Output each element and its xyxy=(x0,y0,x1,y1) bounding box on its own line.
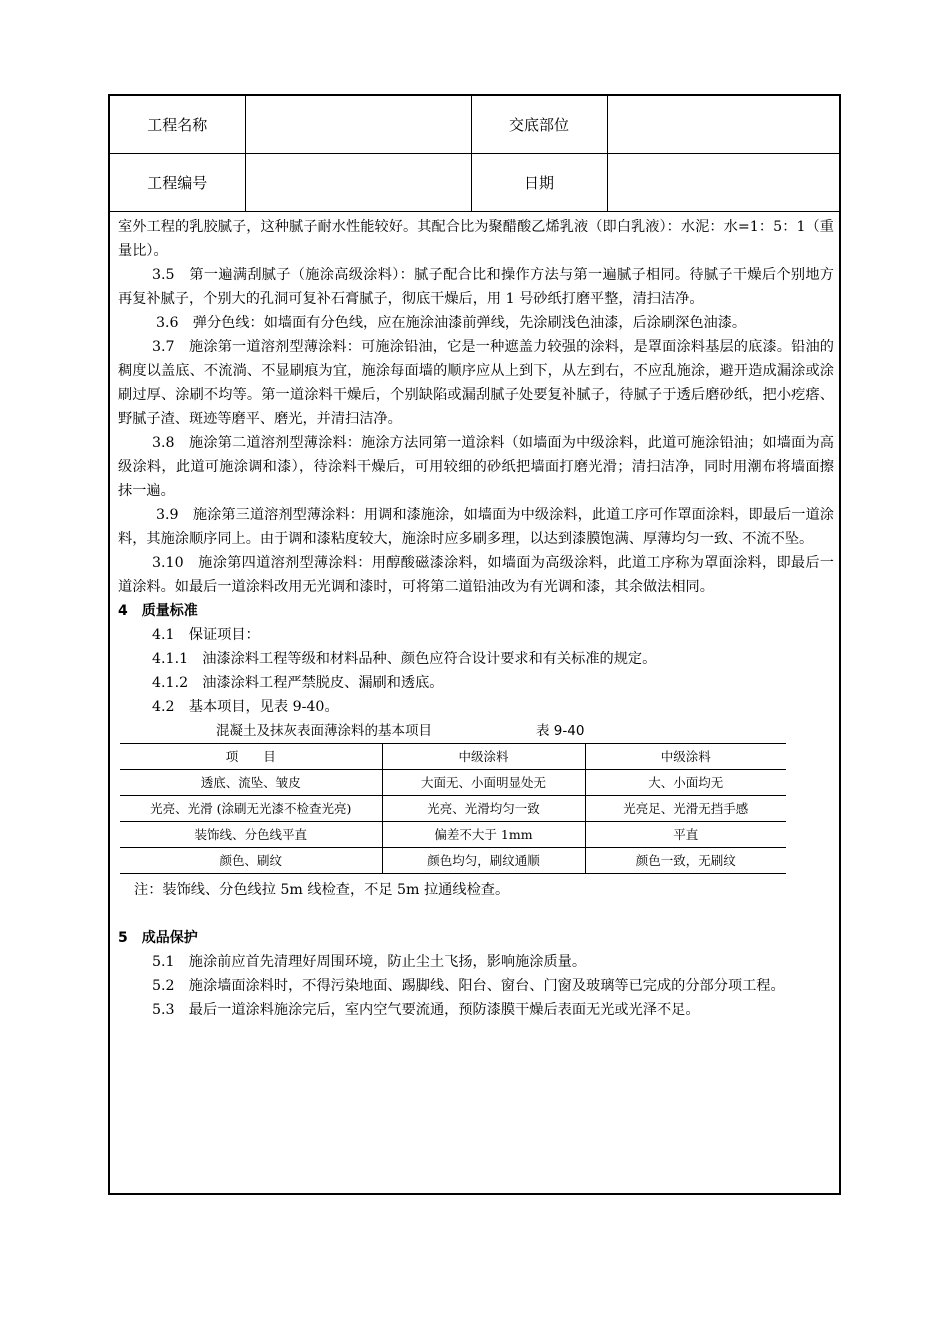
table-caption xyxy=(118,719,834,743)
table-number: 表 9-40 xyxy=(536,723,585,739)
table-cell: 颜色一致，无刷纹 xyxy=(585,848,786,874)
paragraph-4-1: 4.1 保证项目： xyxy=(152,627,260,643)
table-header-cell: 中级涂料 xyxy=(382,744,585,770)
table-header-row xyxy=(120,744,786,770)
date-label: 日期 xyxy=(471,154,607,212)
table-note: 注：装饰线、分色线拉 5m 线检查，不足 5m 拉通线检查。 xyxy=(134,882,510,898)
table-cell: 大面无、小面明显处无 xyxy=(382,770,585,796)
section-4-heading: 4 质量标准 xyxy=(118,603,198,619)
project-name-label: 工程名称 xyxy=(110,96,245,154)
paragraph-4-2: 4.2 基本项目，见表 9-40。 xyxy=(152,699,339,715)
handover-part-label: 交底部位 xyxy=(471,96,607,154)
table-row xyxy=(120,770,786,796)
table-cell: 偏差不大于 1mm xyxy=(382,822,585,848)
table-cell: 光亮、光滑均匀一致 xyxy=(382,796,585,822)
paragraph-5-1: 5.1 施涂前应首先清理好周围环境，防止尘土飞扬，影响施涂质量。 xyxy=(152,954,587,970)
paragraph-4-1-2: 4.1.2 油漆涂料工程严禁脱皮、漏刷和透底。 xyxy=(152,675,444,691)
table-row xyxy=(120,848,786,874)
project-no-label: 工程编号 xyxy=(110,154,245,212)
paragraph-3-10: 3.10 施涂第四道溶剂型薄涂料：用醇酸磁漆涂料，如墙面为高级涂料，此道工序称为罩面涂料，即最后一道涂料。如最后一道涂料改用无光调和漆时，可将第二道铅油改为有光调和漆，其余做法相同。 xyxy=(118,555,834,595)
table-cell: 透底、流坠、皱皮 xyxy=(120,770,382,796)
table-title: 混凝土及抹灰表面薄涂料的基本项目 xyxy=(216,723,432,739)
table-cell: 光亮、光滑 (涂刷无光漆不检查光亮) xyxy=(120,796,382,822)
table-cell: 颜色、刷纹 xyxy=(120,848,382,874)
project-no-value xyxy=(245,154,471,212)
date-value xyxy=(607,154,839,212)
paragraph-3-9: 3.9 施涂第三道溶剂型薄涂料：用调和漆施涂，如墙面为中级涂料，此道工序可作罩面涂料，即最后一道涂料，其施涂顺序同上。由于调和漆粘度较大，施涂时应多刷多理，以达到漆膜饱满、厚薄均匀一致、不流不坠。 xyxy=(118,507,834,547)
paragraph-3-7: 3.7 施涂第一道溶剂型薄涂料：可施涂铅油，它是一种遮盖力较强的涂料，是罩面涂料基层的底漆。铅油的稠度以盖底、不流淌、不显刷痕为宜，施涂每面墙的顺序应从上到下，从左到右，不应乱施涂，避开造成漏涂或涂刷过厚、涂刷不均等。第一道涂料干燥后，个别缺陷或漏刮腻子处要复补腻子，待腻子于透后磨砂纸，把小疙瘩、野腻子渣、斑迹等磨平、磨光，并清扫洁净。 xyxy=(118,339,834,427)
paragraph-5-2: 5.2 施涂墙面涂料时，不得污染地面、踢脚线、阳台、窗台、门窗及玻璃等已完成的分部分项工程。 xyxy=(152,978,785,994)
paragraph-5-3: 5.3 最后一道涂料施涂完后，室内空气要流通，预防漆膜干燥后表面无光或光泽不足。 xyxy=(152,1002,700,1018)
table-cell: 光亮足、光滑无挡手感 xyxy=(585,796,786,822)
header-table xyxy=(110,96,839,212)
table-header-cell: 中级涂料 xyxy=(585,744,786,770)
basic-items-table xyxy=(120,743,786,874)
table-row xyxy=(120,822,786,848)
paragraph-3-8: 3.8 施涂第二道溶剂型薄涂料：施涂方法同第一道涂料（如墙面为中级涂料，此道可施涂铅油；如墙面为高级涂料，此道可施涂调和漆），待涂料干燥后，可用较细的砂纸把墙面打磨光滑；清扫洁净，同时用潮布将墙面擦抹一遍。 xyxy=(118,435,834,499)
table-cell: 大、小面均无 xyxy=(585,770,786,796)
table-cell: 颜色均匀，刷纹通顺 xyxy=(382,848,585,874)
spacer xyxy=(118,902,834,926)
table-row xyxy=(120,796,786,822)
table-cell: 装饰线、分色线平直 xyxy=(120,822,382,848)
table-header-cell: 项 目 xyxy=(120,744,382,770)
project-name-value xyxy=(245,96,471,154)
paragraph-3-6: 3.6 弹分色线：如墙面有分色线，应在施涂油漆前弹线，先涂刷浅色油漆，后涂刷深色油漆。 xyxy=(156,315,747,331)
handover-part-value xyxy=(607,96,839,154)
document-body xyxy=(118,215,834,1022)
paragraph-3-5: 3.5 第一遍满刮腻子（施涂高级涂料）：腻子配合比和操作方法与第一遍腻子相同。待腻子干燥后个别地方再复补腻子，个别大的孔洞可复补石膏腻子，彻底干燥后，用 1 号砂纸打磨平整，清扫洁净。 xyxy=(118,267,834,307)
document-frame xyxy=(108,94,841,1195)
intro-paragraph: 室外工程的乳胶腻子，这种腻子耐水性能较好。其配合比为聚醋酸乙烯乳液（即白乳液）：水泥：水=1：5：1（重量比）。 xyxy=(118,219,834,259)
section-5-heading: 5 成品保护 xyxy=(118,930,198,946)
table-cell: 平直 xyxy=(585,822,786,848)
paragraph-4-1-1: 4.1.1 油漆涂料工程等级和材料品种、颜色应符合设计要求和有关标准的规定。 xyxy=(152,651,657,667)
